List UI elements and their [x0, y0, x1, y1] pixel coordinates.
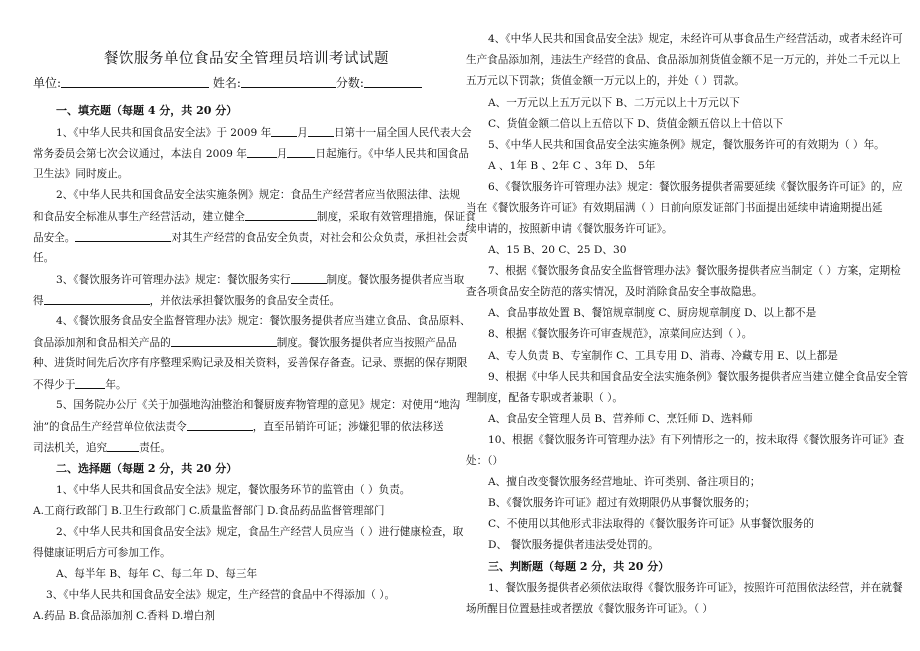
section-judge-title: 三、判断题（每题 2 分，共 20 分） — [488, 560, 670, 573]
fill-q2-line1: 2、《中华人民共和国食品安全法实施条例》规定：食品生产经营者应当依照法律、法规 — [56, 189, 460, 201]
fill-q1-line3: 卫生法》同时废止。 — [33, 168, 129, 180]
fill-q2-blank2[interactable] — [75, 231, 171, 242]
choice-q4-options-ab: A、一万元以上五万元以下 B、二万元以上十万元以下 — [488, 97, 740, 109]
fill-q1-blank-month[interactable] — [271, 126, 297, 137]
choice-q1-options: A.工商行政部门 B.卫生行政部门 C.质量监督部门 D.食品药品监督管理部门 — [33, 505, 385, 517]
choice-q9-line2: 理制度，配备专职或者兼职（ ）。 — [466, 392, 623, 404]
choice-q9-line1: 9、根据《中华人民共和国食品安全法实施条例》餐饮服务提供者应当建立健全食品安全管 — [488, 371, 908, 383]
fill-q5-line2: 油”的食品生产经营单位依法责令 ，直至吊销许可证；涉嫌犯罪的依法移送 — [33, 421, 444, 433]
choice-q4-line1: 4、《中华人民共和国食品安全法》规定，未经许可从事食品生产经营活动，或者未经许可 — [488, 33, 903, 45]
choice-q7-line1: 7、根据《餐饮服务食品安全监督管理办法》餐饮服务提供者应当制定（ ）方案，定期检 — [488, 265, 901, 277]
choice-q9-options: A、食品安全管理人员 B、营养师 C、烹饪师 D、选料师 — [488, 413, 753, 425]
judge-q1-line1: 1、餐饮服务提供者必须依法取得《餐饮服务许可证》，按照许可范围依法经营，并在就餐 — [488, 582, 903, 594]
choice-q2-options: A、每半年 B、每年 C、每二年 D、每三年 — [56, 568, 258, 580]
fill-q2-blank1[interactable] — [245, 210, 317, 221]
fill-q2-line4: 任。 — [33, 252, 55, 264]
fill-q2-line2: 和食品安全标准从事生产经营活动，建立健全 制度，采取有效管理措施，保证食 — [33, 211, 476, 223]
judge-q1-line2: 场所醒目位置悬挂或者摆放《餐饮服务许可证》。（ ） — [466, 603, 714, 615]
fill-q2-line3: 品安全。 对其生产经营的食品安全负责，对社会和公众负责，承担社会责 — [33, 232, 468, 244]
choice-q6-line2: 当在《餐饮服务许可证》有效期届满（ ）日前向原发证部门书面提出延续申请逾期提出延 — [466, 202, 883, 214]
choice-q8-options: A、专人负责 B、专室制作 C、工具专用 D、消毒、冷藏专用 E、以上都是 — [488, 350, 838, 362]
choice-q2-line2: 得健康证明后方可参加工作。 — [33, 547, 171, 559]
choice-q6-line1: 6、《餐饮服务许可管理办法》规定：餐饮服务提供者需要延续《餐饮服务许可证》的，应 — [488, 181, 903, 193]
choice-q5-options: A 、1年 B 、2年 C 、3年 D、 5年 — [488, 160, 656, 172]
fill-q1-blank-month2[interactable] — [247, 147, 277, 158]
choice-q10-option-c: C、不使用以其他形式非法取得的《餐饮服务许可证》从事餐饮服务的 — [488, 518, 814, 530]
choice-q1: 1、《中华人民共和国食品安全法》规定，餐饮服务环节的监管由（ ）负责。 — [56, 484, 411, 496]
fill-q4-blank2[interactable] — [75, 378, 105, 389]
choice-q7-options: A、食品事故处置 B、餐馆规章制度 C、厨房规章制度 D、以上都不是 — [488, 307, 817, 319]
choice-q6-line3: 续申请的，按照新申请《餐饮服务许可证》。 — [466, 223, 673, 235]
choice-q7-line2: 查各项食品安全防范的落实情况，及时消除食品安全事故隐患。 — [466, 286, 763, 298]
name-blank[interactable] — [241, 77, 336, 88]
fill-q1-line2: 常务委员会第七次会议通过，本法自 2009 年 月 日起施行。《中华人民共和国食品 — [33, 148, 469, 160]
section-fill-in-title: 一、填充题（每题 4 分，共 20 分） — [56, 104, 238, 117]
section-choice-title: 二、选择题（每题 2 分，共 20 分） — [56, 462, 238, 475]
fill-q4-line2: 食品添加剂和食品相关产品的 制度。餐饮服务提供者应当按照产品品 — [33, 337, 457, 349]
choice-q3: 3、《中华人民共和国食品安全法》规定，生产经营的食品中不得添加（ ）。 — [46, 589, 396, 601]
choice-q4-options-cd: C、货值金额二倍以上五倍以下 D、货值金额五倍以上十倍以下 — [488, 118, 784, 130]
choice-q10-option-b: B、《餐饮服务许可证》超过有效期限仍从事餐饮服务的； — [488, 497, 756, 509]
header-line — [33, 77, 422, 90]
fill-q4-line1: 4、《餐饮服务食品安全监督管理办法》规定：餐饮服务提供者应当建立食品、食品原料、 — [56, 315, 471, 327]
unit-label: 单位: — [33, 76, 62, 90]
fill-q3-line1: 3、《餐饮服务许可管理办法》规定：餐饮服务实行 制度。餐饮服务提供者应当取 — [56, 274, 465, 286]
fill-q4-line3: 种、进货时间先后次序有序整理采购记录及相关资料，妥善保存备查。记录、票据的保存期限 — [33, 357, 468, 369]
fill-q3-blank2[interactable] — [44, 294, 150, 305]
score-label: 分数: — [335, 76, 364, 90]
choice-q10-line2: 处：（） — [466, 455, 504, 467]
fill-q5-line3: 司法机关，追究 责任。 — [33, 442, 171, 454]
fill-q5-blank2[interactable] — [107, 441, 139, 452]
choice-q8: 8、根据《餐饮服务许可审查规范》，凉菜间应达到（ ）。 — [488, 328, 753, 340]
choice-q10-option-a: A、擅自改变餐饮服务经营地址、许可类别、备注项目的； — [488, 476, 761, 488]
unit-blank[interactable] — [61, 77, 209, 88]
choice-q2-line1: 2、《中华人民共和国食品安全法》规定，食品生产经营人员应当（ ）进行健康检查，取 — [56, 526, 464, 538]
fill-q3-line2: 得 ，并依法承担餐饮服务的食品安全责任。 — [33, 295, 341, 307]
choice-q6-options: A、15 B、20 C、25 D、30 — [488, 244, 627, 256]
fill-q1-blank-day2[interactable] — [287, 147, 315, 158]
score-blank[interactable] — [364, 77, 422, 88]
fill-q4-blank1[interactable] — [171, 336, 277, 347]
name-label: 姓名: — [212, 76, 241, 90]
fill-q1-blank-day[interactable] — [308, 126, 334, 137]
exam-title: 餐饮服务单位食品安全管理员培训考试试题 — [104, 51, 389, 67]
choice-q4-line2: 生产食品添加剂，违法生产经营的食品、食品添加剂货值金额不足一万元的，并处二千元以上 — [466, 54, 901, 66]
choice-q4-line3: 五万元以下罚款；货值金额一万元以上的，并处（ ）罚款。 — [466, 75, 745, 87]
fill-q1-line1: 1、《中华人民共和国食品安全法》于 2009 年 月 日第十一届全国人民代表大会 — [56, 127, 472, 139]
fill-q4-line4: 不得少于 年。 — [33, 379, 127, 391]
choice-q10-option-d: D、 餐饮服务提供者违法受处罚的。 — [488, 539, 659, 551]
fill-q5-line1: 5、国务院办公厅《关于加强地沟油整治和餐厨废弃物管理的意见》规定：对使用“地沟 — [56, 399, 461, 411]
fill-q3-blank1[interactable] — [291, 273, 327, 284]
choice-q10-line1: 10、根据《餐饮服务许可管理办法》有下列情形之一的，按未取得《餐饮服务许可证》查 — [488, 434, 905, 446]
choice-q5: 5、《中华人民共和国食品安全法实施条例》规定，餐饮服务许可的有效期为（ ）年。 — [488, 139, 885, 151]
fill-q5-blank1[interactable] — [187, 420, 253, 431]
choice-q3-options: A.药品 B.食品添加剂 C.香料 D.增白剂 — [33, 610, 215, 622]
